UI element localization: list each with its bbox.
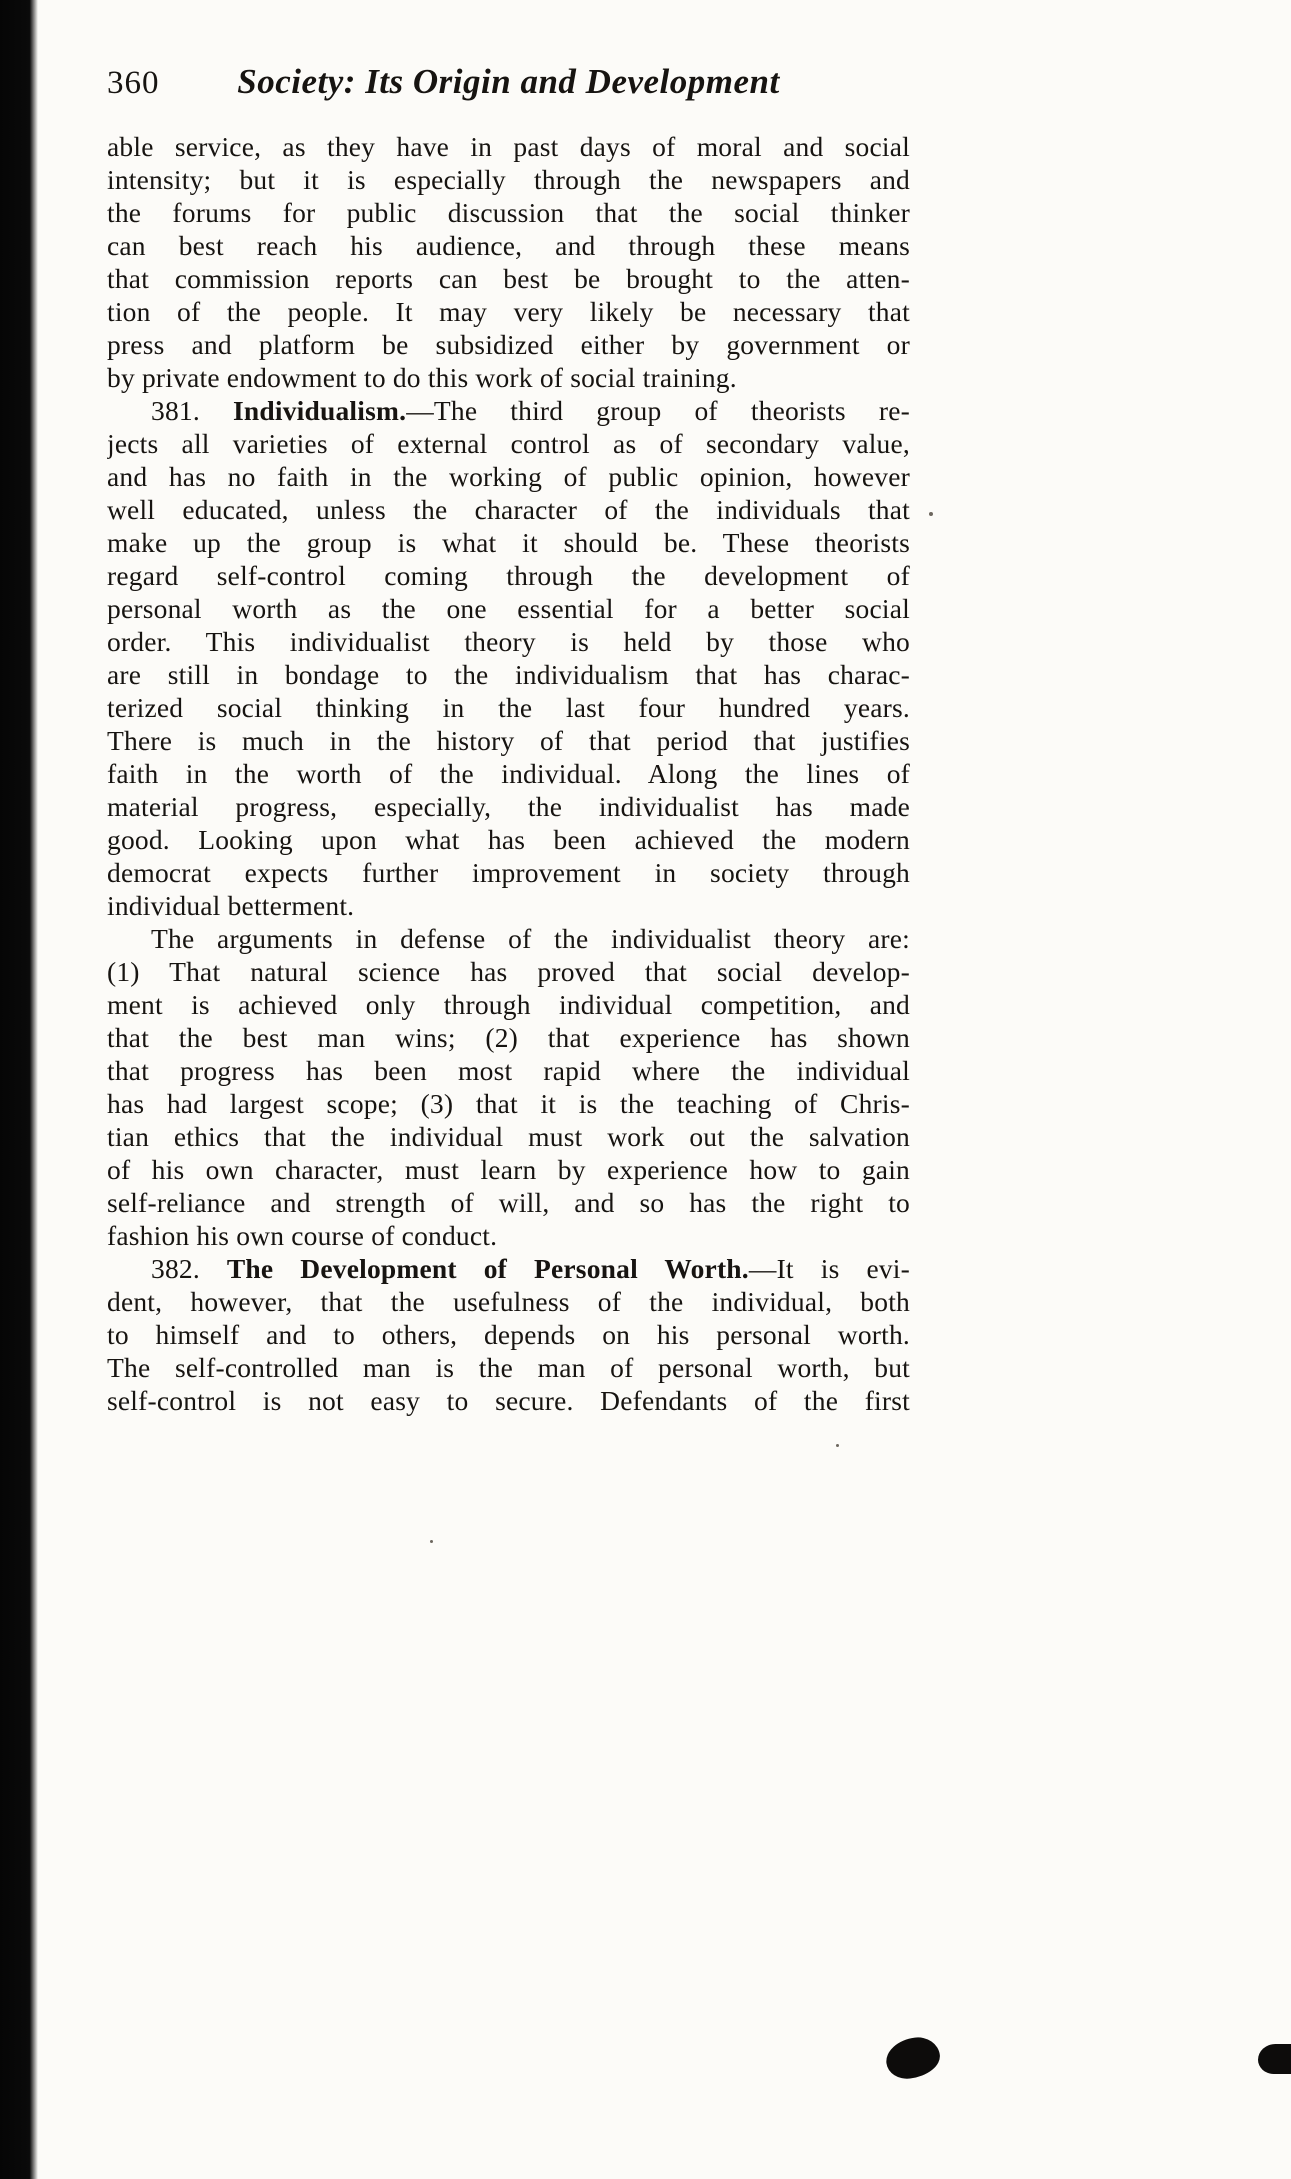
text-line	[107, 1186, 910, 1219]
scan-speck	[430, 1540, 433, 1543]
body-run: of his own character, must learn by experience how to gain	[107, 1154, 910, 1185]
text-line	[107, 196, 910, 229]
text-line	[107, 823, 910, 856]
page-header	[107, 62, 910, 110]
body-run: order. This individualist theory is held by those who	[107, 626, 910, 657]
body-run: personal worth as the one essential for a better social	[107, 593, 910, 624]
body-run: well educated, unless the character of the individuals that	[107, 494, 910, 525]
scan-gutter-shadow	[0, 0, 38, 2179]
scan-speck	[929, 512, 933, 516]
scan-speck	[836, 1444, 839, 1447]
body-run: 382.	[151, 1253, 227, 1284]
section-heading-text: The Development of Personal Worth.	[226, 1253, 749, 1284]
text-line	[107, 1054, 910, 1087]
body-run: regard self-control coming through the development of	[107, 560, 910, 591]
body-run: ment is achieved only through individual competition, and	[107, 989, 910, 1020]
paragraph	[107, 394, 910, 922]
body-text	[107, 130, 910, 1417]
body-run: are still in bondage to the individualism that has charac-	[107, 659, 910, 690]
text-line	[107, 526, 910, 559]
text-line	[107, 922, 910, 955]
body-run: —The third group of theorists re-	[406, 395, 910, 426]
text-line	[107, 955, 910, 988]
text-line	[107, 559, 910, 592]
text-line	[107, 1021, 910, 1054]
text-line	[107, 1285, 910, 1318]
body-run: press and platform be subsidized either by government or	[107, 329, 910, 360]
body-run: dent, however, that the usefulness of the individual, both	[107, 1286, 910, 1317]
text-line	[107, 592, 910, 625]
body-run: that the best man wins; (2) that experience has shown	[107, 1022, 910, 1053]
text-line	[107, 757, 910, 790]
text-line	[107, 427, 910, 460]
text-line	[107, 163, 910, 196]
body-run: material progress, especially, the individualist has made	[107, 791, 910, 822]
body-run: good. Looking upon what has been achieved the modern	[107, 824, 910, 855]
text-line	[107, 361, 910, 394]
text-line	[107, 658, 910, 691]
body-run: —It is evi-	[748, 1253, 910, 1284]
text-line	[107, 460, 910, 493]
body-run: able service, as they have in past days of moral and social	[107, 131, 910, 162]
body-run: faith in the worth of the individual. Along the lines of	[107, 758, 910, 789]
text-line	[107, 493, 910, 526]
body-run: self-control is not easy to secure. Defendants of the first	[107, 1385, 910, 1416]
text-line	[107, 1318, 910, 1351]
body-run: to himself and to others, depends on his personal worth.	[107, 1319, 910, 1350]
body-run: The self-controlled man is the man of personal worth, but	[107, 1352, 910, 1383]
text-column	[107, 62, 910, 1417]
paragraph	[107, 1252, 910, 1417]
text-line	[107, 856, 910, 889]
body-run: 381.	[151, 395, 233, 426]
body-run: individual betterment.	[107, 890, 355, 921]
text-line	[107, 1252, 910, 1285]
body-run: the forums for public discussion that the social thinker	[107, 197, 910, 228]
paragraph	[107, 130, 910, 394]
text-line	[107, 394, 910, 427]
body-run: There is much in the history of that period that justifies	[107, 725, 910, 756]
text-line	[107, 295, 910, 328]
body-run: by private endowment to do this work of social training.	[107, 362, 737, 393]
paragraph	[107, 922, 910, 1252]
body-run: fashion his own course of conduct.	[107, 1220, 498, 1251]
text-line	[107, 1120, 910, 1153]
text-line	[107, 229, 910, 262]
text-line	[107, 130, 910, 163]
text-line	[107, 724, 910, 757]
body-run: that commission reports can best be brought to the atten-	[107, 263, 910, 294]
text-line	[107, 1384, 910, 1417]
body-run: can best reach his audience, and through these means	[107, 230, 910, 261]
section-heading-text: Individualism.	[232, 395, 407, 426]
body-run: tion of the people. It may very likely be necessary that	[107, 296, 910, 327]
text-line	[107, 1087, 910, 1120]
ink-blot	[884, 2035, 942, 2081]
body-run: terized social thinking in the last four hundred years.	[107, 692, 910, 723]
text-line	[107, 328, 910, 361]
text-line	[107, 1351, 910, 1384]
running-title: Society: Its Origin and Development	[237, 62, 780, 101]
ink-blot-edge	[1258, 2044, 1291, 2074]
body-run: and has no faith in the working of public opinion, however	[107, 461, 910, 492]
text-line	[107, 889, 910, 922]
text-line	[107, 790, 910, 823]
body-run: tian ethics that the individual must work out the salvation	[107, 1121, 910, 1152]
body-run: The arguments in defense of the individualist theory are:	[151, 923, 910, 954]
body-run: make up the group is what it should be. These theorists	[107, 527, 910, 558]
text-line	[107, 1153, 910, 1186]
body-run: has had largest scope; (3) that it is the teaching of Chris-	[107, 1088, 910, 1119]
body-run: jects all varieties of external control as of secondary value,	[107, 428, 910, 459]
body-run: (1) That natural science has proved that social develop-	[107, 956, 910, 987]
body-run: self-reliance and strength of will, and so has the right to	[107, 1187, 910, 1218]
text-line	[107, 625, 910, 658]
text-line	[107, 1219, 910, 1252]
body-run: intensity; but it is especially through the newspapers and	[107, 164, 910, 195]
page-number: 360	[107, 65, 160, 101]
body-run: that progress has been most rapid where the individual	[107, 1055, 910, 1086]
text-line	[107, 691, 910, 724]
text-line	[107, 262, 910, 295]
text-line	[107, 988, 910, 1021]
body-run: democrat expects further improvement in society through	[107, 857, 910, 888]
